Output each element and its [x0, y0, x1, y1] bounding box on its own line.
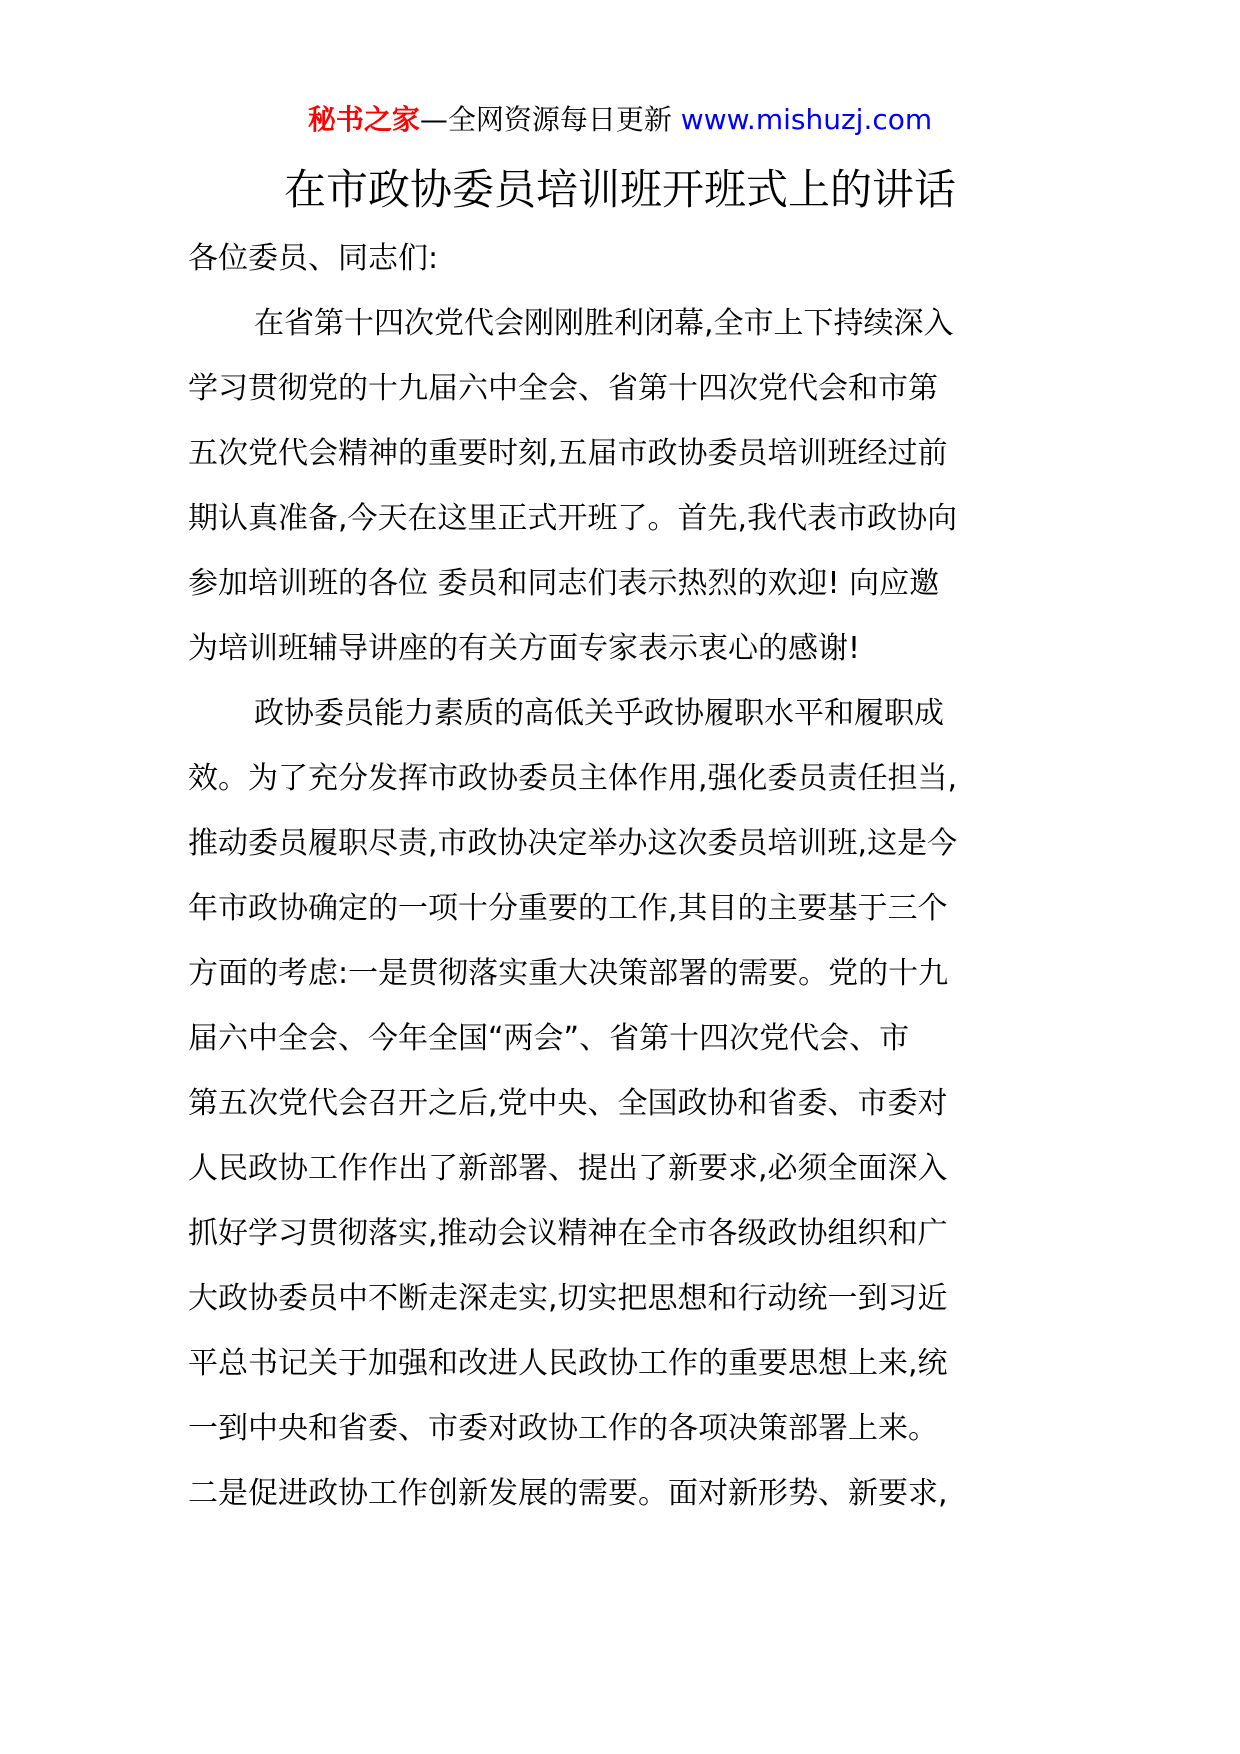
- body-line: 抓好学习贯彻落实,推动会议精神在全市各级政协组织和广: [188, 1216, 948, 1251]
- body-line: 一到中央和省委、市委对政协工作的各项决策部署上来。: [188, 1411, 938, 1446]
- body-line: 推动委员履职尽责,市政协决定举办这次委员培训班,这是今: [188, 826, 958, 861]
- body-line: 方面的考虑:一是贯彻落实重大决策部署的需要。党的十九: [188, 956, 949, 991]
- site-header: [0, 100, 1240, 140]
- body-line: 人民政协工作作出了新部署、提出了新要求,必须全面深入: [188, 1151, 948, 1186]
- body-line: 参加培训班的各位 委员和同志们表示热烈的欢迎! 向应邀: [188, 566, 940, 601]
- body-line: 期认真准备,今天在这里正式开班了。首先,我代表市政协向: [188, 501, 958, 536]
- body-line: 政协委员能力素质的高低关乎政协履职水平和履职成: [254, 696, 944, 731]
- body-line: 平总书记关于加强和改进人民政协工作的重要思想上来,统: [188, 1346, 948, 1381]
- body-line: 在省第十四次党代会刚刚胜利闭幕,全市上下持续深入: [254, 306, 954, 341]
- document-body: [188, 226, 1048, 1526]
- body-line: 各位委员、同志们:: [188, 241, 439, 276]
- body-line: 大政协委员中不断走深走实,切实把思想和行动统一到习近: [188, 1281, 948, 1316]
- body-line: 为培训班辅导讲座的有关方面专家表示衷心的感谢!: [188, 631, 861, 666]
- body-line: 届六中全会、今年全国“两会”、省第十四次党代会、市: [188, 1021, 910, 1056]
- body-line: 年市政协确定的一项十分重要的工作,其目的主要基于三个: [188, 891, 948, 926]
- site-brand: 秘书之家: [307, 103, 420, 136]
- body-line: 第五次党代会召开之后,党中央、全国政协和省委、市委对: [188, 1086, 948, 1121]
- site-tagline: —全网资源每日更新: [419, 103, 672, 136]
- body-line: 二是促进政协工作创新发展的需要。面对新形势、新要求,: [188, 1476, 948, 1511]
- body-line: 五次党代会精神的重要时刻,五届市政协委员培训班经过前: [188, 436, 948, 471]
- body-line: 效。为了充分发挥市政协委员主体作用,强化委员责任担当,: [188, 761, 958, 796]
- site-url[interactable]: www.mishuzj.com: [680, 103, 933, 136]
- document-title: 在市政协委员培训班开班式上的讲话: [283, 165, 956, 214]
- body-line: 学习贯彻党的十九届六中全会、省第十四次党代会和市第: [188, 371, 938, 406]
